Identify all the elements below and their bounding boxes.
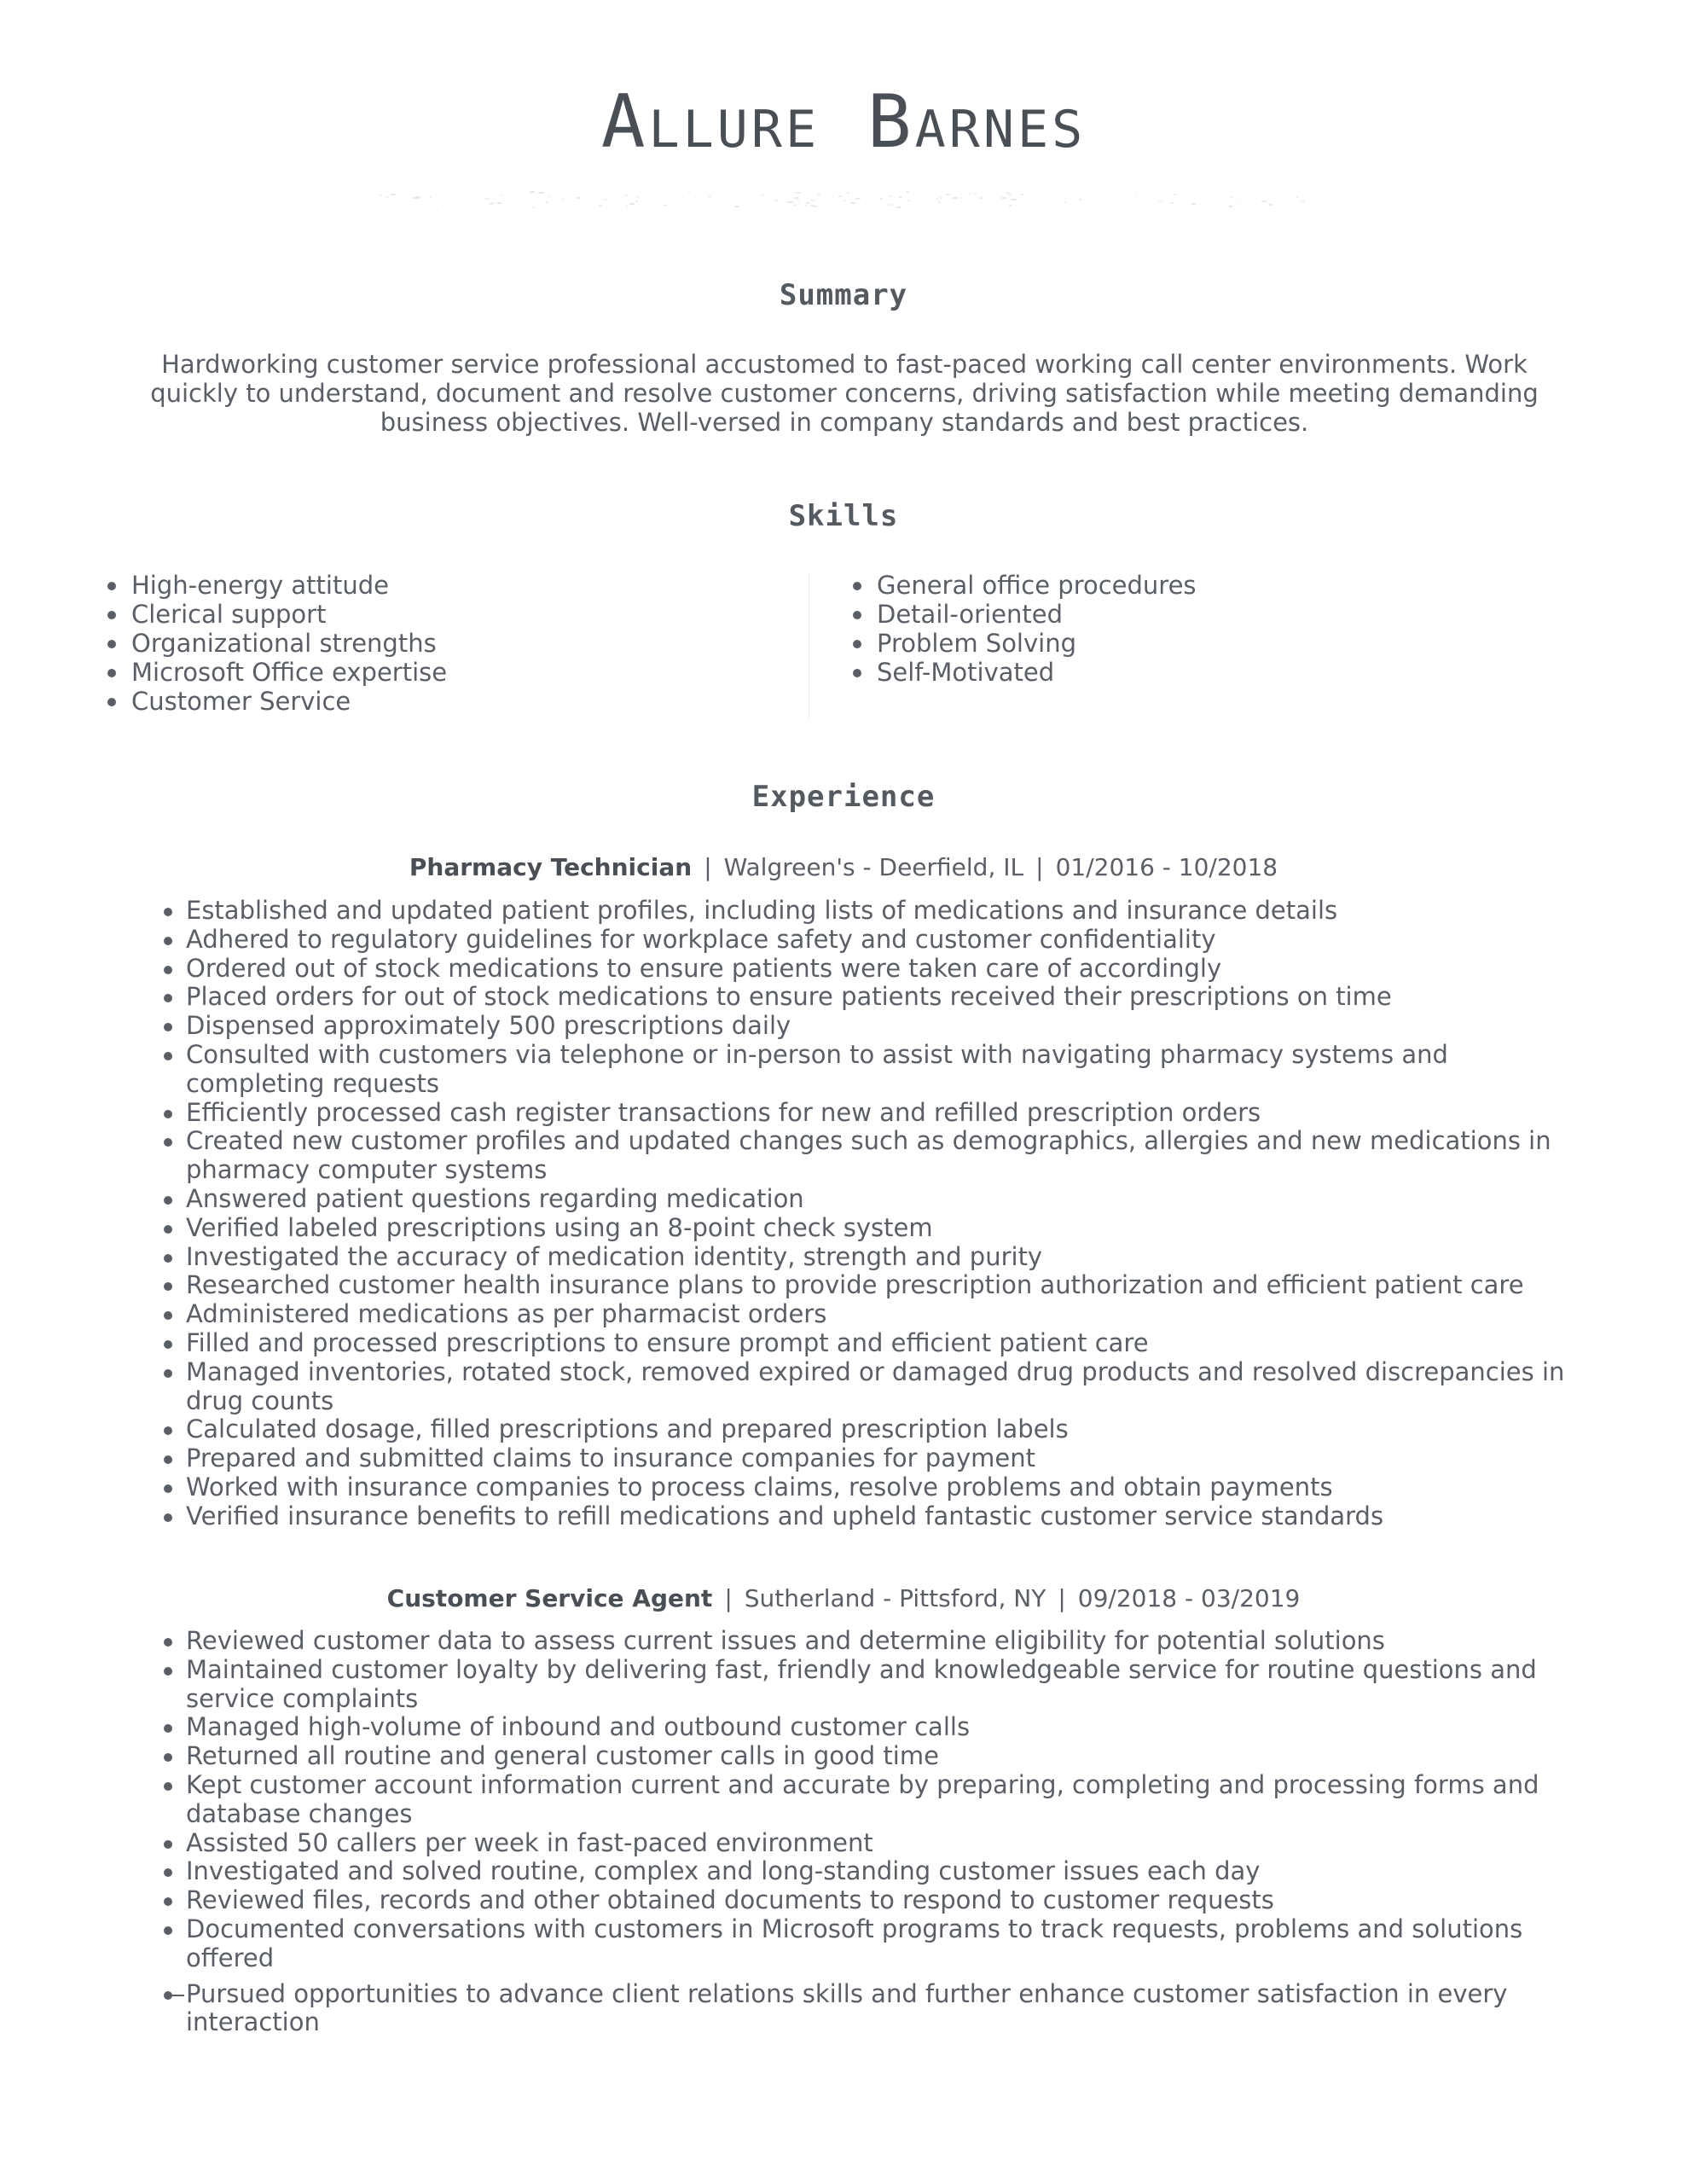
- redaction-speck: [1147, 197, 1149, 199]
- redaction-speck: [797, 199, 799, 200]
- separator: |: [1035, 853, 1044, 881]
- redaction-speck: [980, 197, 983, 199]
- skill-item: General office procedures: [851, 571, 1197, 600]
- job-title: Customer Service Agent: [386, 1584, 713, 1612]
- redaction-speck: [844, 200, 846, 201]
- skill-item: High-energy attitude: [106, 571, 447, 600]
- job-company: Walgreen's - Deerfield, IL: [723, 853, 1024, 881]
- redaction-speck: [626, 206, 628, 207]
- duty-item: Documented conversations with customers in Microsoft programs to track requests, problems and solutions offered: [160, 1915, 1576, 1973]
- redaction-speck: [490, 202, 496, 204]
- redaction-speck: [635, 200, 638, 202]
- redaction-speck: [548, 195, 549, 197]
- separator: |: [704, 853, 712, 881]
- skill-item: Microsoft Office expertise: [106, 658, 447, 687]
- redaction-speck: [442, 205, 443, 206]
- duty-item: Prepared and submitted claims to insurance companies for payment: [160, 1444, 1576, 1473]
- redaction-speck: [629, 203, 635, 205]
- skill-item: Organizational strengths: [106, 629, 447, 658]
- redaction-speck: [1236, 200, 1238, 201]
- redaction-speck: [1296, 196, 1299, 198]
- redaction-speck: [813, 206, 818, 207]
- duty-item: Adhered to regulatory guidelines for workplace safety and customer confidentiality: [160, 926, 1576, 955]
- redaction-speck: [367, 199, 370, 200]
- redaction-speck: [664, 205, 668, 206]
- redaction-speck: [416, 196, 420, 198]
- skills-list-right: [851, 571, 1197, 687]
- duty-item: Reviewed customer data to assess current issues and determine eligibility for potential solutions: [160, 1627, 1576, 1656]
- redaction-speck: [532, 206, 536, 208]
- redaction-speck: [794, 197, 798, 199]
- redaction-speck: [889, 204, 894, 206]
- redaction-speck: [899, 196, 901, 198]
- redaction-speck: [787, 201, 793, 203]
- redaction-speck: [688, 191, 690, 193]
- redaction-speck: [774, 200, 779, 201]
- redaction-speck: [1174, 194, 1177, 195]
- contact-info-redacted: [367, 188, 1348, 210]
- duty-item: Consulted with customers via telephone or in-person to assist with navigating pharmacy systems and completing requests: [160, 1041, 1576, 1099]
- redaction-speck: [973, 193, 977, 195]
- redaction-speck: [623, 195, 629, 196]
- duty-item: Efficiently processed cash register transactions for new and refilled prescription orders: [160, 1099, 1576, 1128]
- redaction-speck: [936, 198, 938, 200]
- redaction-speck: [1158, 200, 1162, 202]
- skills-list-left: [106, 571, 447, 716]
- redaction-speck: [1001, 197, 1006, 199]
- job-header-1: [0, 853, 1687, 882]
- redaction-speck: [889, 195, 892, 197]
- duty-item: Maintained customer loyalty by delivering fast, friendly and knowledgeable service for routine questions and service complaints: [160, 1656, 1576, 1714]
- redaction-speck: [1170, 202, 1174, 204]
- redaction-speck: [880, 198, 883, 200]
- redaction-speck: [1020, 194, 1024, 195]
- duty-item: Assisted 50 callers per week in fast-paced environment: [160, 1829, 1576, 1858]
- redaction-speck: [561, 199, 565, 200]
- duty-item: Researched customer health insurance plans to provide prescription authorization and efficient patient care: [160, 1271, 1576, 1300]
- candidate-name: Allure Barnes: [600, 79, 1087, 165]
- redaction-speck: [937, 201, 941, 203]
- duty-item: Calculated dosage, filled prescriptions and prepared prescription labels: [160, 1415, 1576, 1444]
- redaction-speck: [734, 206, 739, 207]
- redaction-speck: [603, 199, 607, 200]
- redaction-speck: [380, 195, 382, 196]
- duty-item: Verified labeled prescriptions using an 8-point check system: [160, 1214, 1576, 1243]
- job-dates: 01/2016 - 10/2018: [1055, 853, 1278, 881]
- redaction-speck: [599, 205, 602, 206]
- redaction-speck: [1079, 199, 1081, 200]
- redaction-speck: [1191, 203, 1196, 205]
- duty-item: Investigated the accuracy of medication identity, strength and purity: [160, 1243, 1576, 1272]
- redaction-speck: [793, 204, 797, 206]
- redaction-speck: [635, 196, 639, 198]
- redaction-speck: [832, 197, 833, 199]
- redaction-speck: [1007, 194, 1012, 195]
- redaction-speck: [761, 195, 764, 196]
- duty-item: Managed inventories, rotated stock, removed expired or damaged drug products and resolved discrepancies in drug counts: [160, 1358, 1576, 1416]
- redaction-speck: [1011, 199, 1017, 200]
- redaction-speck: [546, 201, 548, 203]
- duty-item: Returned all routine and general customer calls in good time: [160, 1742, 1576, 1771]
- redaction-speck: [391, 194, 396, 195]
- redaction-speck: [817, 194, 820, 195]
- redaction-speck: [499, 195, 502, 196]
- skill-item: Self-Motivated: [851, 658, 1197, 687]
- summary-text: Hardworking customer service professional accustomed to fast-paced working call center environments. Work quickly to understand, document and resolve customer concerns, driving satisfaction while meeting demanding business objectives. Well-versed in company standards and best practices.: [150, 350, 1539, 437]
- skill-item: Clerical support: [106, 600, 447, 629]
- redaction-speck: [946, 194, 950, 195]
- redaction-speck: [1135, 193, 1138, 195]
- redaction-speck: [1231, 196, 1233, 198]
- redaction-speck: [576, 197, 580, 199]
- duty-item: Managed high-volume of inbound and outbound customer calls: [160, 1713, 1576, 1742]
- redaction-speck: [795, 192, 801, 194]
- redaction-speck: [429, 196, 432, 198]
- skills-heading: Skills: [788, 499, 899, 533]
- redaction-speck: [709, 196, 710, 198]
- redaction-speck: [907, 200, 910, 201]
- redaction-speck: [1009, 205, 1012, 206]
- redaction-speck: [969, 193, 971, 195]
- redaction-speck: [940, 197, 942, 199]
- job-company: Sutherland - Pittsford, NY: [744, 1584, 1046, 1612]
- summary-heading: Summary: [779, 278, 908, 312]
- redaction-speck: [806, 202, 809, 204]
- duty-item: Verified insurance benefits to refill medications and upheld fantastic customer service standards: [160, 1502, 1576, 1531]
- separator: |: [1058, 1584, 1066, 1612]
- separator: |: [724, 1584, 733, 1612]
- duty-item: Reviewed files, records and other obtained documents to respond to customer requests: [160, 1886, 1576, 1915]
- job-dates: 09/2018 - 03/2019: [1077, 1584, 1301, 1612]
- duty-item: Pursued opportunities to advance client relations skills and further enhance customer satisfaction in every interaction: [160, 1980, 1576, 2038]
- redaction-speck: [838, 195, 842, 197]
- redaction-speck: [484, 198, 490, 200]
- redaction-speck: [530, 191, 535, 193]
- redaction-speck: [810, 200, 816, 201]
- redaction-speck: [538, 192, 544, 194]
- job-duties-1: [160, 897, 1576, 1531]
- skill-item: Customer Service: [106, 687, 447, 716]
- duty-item: Answered patient questions regarding medication: [160, 1185, 1576, 1214]
- duty-item: Administered medications as per pharmacist orders: [160, 1300, 1576, 1329]
- redaction-speck: [1301, 200, 1305, 202]
- redaction-speck: [906, 191, 909, 193]
- duty-item: Filled and processed prescriptions to ensure prompt and efficient patient care: [160, 1329, 1576, 1358]
- redaction-speck: [960, 197, 962, 199]
- duty-item: Placed orders for out of stock medications to ensure patients received their prescriptions on time: [160, 983, 1576, 1012]
- duty-item: Ordered out of stock medications to ensure patients were taken care of accordingly: [160, 955, 1576, 984]
- redaction-speck: [497, 202, 501, 204]
- redaction-speck: [1268, 204, 1273, 206]
- duty-item: Dispensed approximately 500 prescriptions daily: [160, 1012, 1576, 1041]
- experience-heading: Experience: [751, 780, 936, 814]
- redaction-speck: [386, 196, 390, 198]
- redaction-speck: [804, 205, 808, 206]
- duty-item: Investigated and solved routine, complex and long-standing customer issues each day: [160, 1857, 1576, 1886]
- duty-item: Created new customer profiles and updated changes such as demographics, allergies and new medications in pharmacy computer systems: [160, 1127, 1576, 1185]
- duty-item: Kept customer account information current and accurate by preparing, completing and processing forms and database changes: [160, 1771, 1576, 1829]
- redaction-speck: [896, 206, 901, 208]
- duty-item: Established and updated patient profiles, including lists of medications and insurance details: [160, 897, 1576, 926]
- skill-item: Detail-oriented: [851, 600, 1197, 629]
- redaction-speck: [847, 192, 849, 194]
- redaction-speck: [1229, 206, 1232, 207]
- job-duties-2: [160, 1627, 1576, 2037]
- redaction-speck: [850, 202, 855, 204]
- job-title: Pharmacy Technician: [409, 853, 693, 881]
- duty-item: Worked with insurance companies to process claims, resolve problems and obtain payments: [160, 1473, 1576, 1502]
- skill-item: Problem Solving: [851, 629, 1197, 658]
- redaction-speck: [1064, 201, 1066, 203]
- job-header-2: [0, 1584, 1687, 1613]
- redaction-speck: [953, 197, 958, 199]
- redaction-speck: [1261, 200, 1267, 202]
- redaction-speck: [855, 198, 861, 200]
